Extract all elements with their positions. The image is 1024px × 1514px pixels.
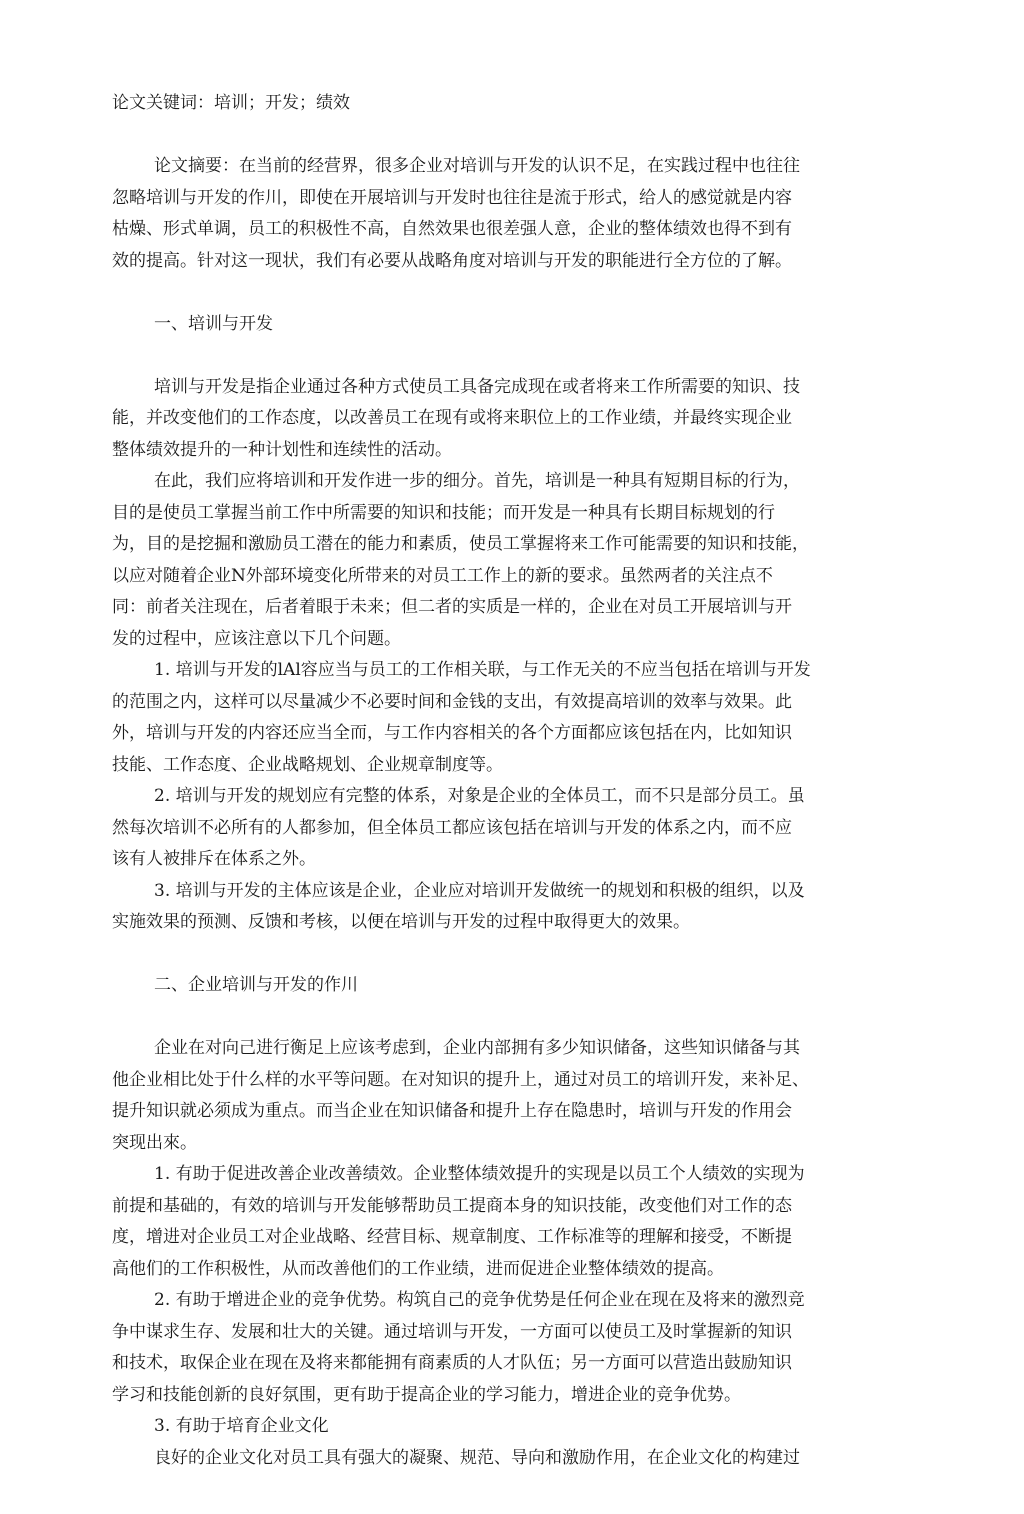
text-line: 良好的企业文化对员工具有强大的凝聚、规范、导向和激励作用，在企业文化的构建过 [154,1447,800,1468]
text-line: 培训与开发是指企业通过各种方式使员工具备完成现在或者将来工作所需要的知识、技 [154,376,800,397]
text-line: 2. 培训与开发的规划应有完整的体系，对象是企业的全体员工，而不只是部分员工。虽 [154,786,805,806]
text-line: 2. 有助于增进企业的竞争优势。构筑自己的竞争优势是任何企业在现在及将来的激烈竞 [154,1290,805,1310]
text-line: 的范围之内，这样可以尽量减少不必要时间和金钱的支出，有效提高培训的效率与效果。此 [112,691,792,712]
text-line: 1. 有助于促进改善企业改善绩效。企业整体绩效提升的实现是以员工个人绩效的实现为 [154,1164,805,1184]
section1-item-2 [112,781,892,876]
text-line: 突现出來。 [112,1132,197,1153]
text-line: 忽略培训与开发的作川，即使在开展培训与开发时也往往是流于形式，给人的感觉就是内容 [112,187,792,208]
text-line: 整体绩效提升的一种计划性和连续性的活动。 [112,439,452,460]
text-line: 同：前者关注现在，后者着眼于未来；但二者的实质是一样的，企业在对员工开展培训与开 [112,597,792,617]
section2-item-2 [112,1285,892,1411]
section1-item-1 [112,655,892,781]
text-line: 效的提高。针对这一现状，我们有必要从战略角度对培训与开发的职能进行全方位的了解。 [112,250,792,271]
text-line: 然每次培训不必所有的人都参加，但全体员工都应该包括在培训与开发的体系之内，而不应 [112,817,792,838]
text-line: 在此，我们应将培训和开发作进一步的细分。首先，培训是一种具有短期目标的行为， [154,471,800,491]
text-line: 该有人被排斥在体系之外。 [112,849,316,869]
text-line: 1. 培训与开发的lAl容应当与员工的工作相关联，与工作无关的不应当包括在培训与开发 [154,660,811,680]
section1-paragraph-1 [112,372,892,467]
text-line: 为，目的是挖掘和激励员工潜在的能力和素质，使员工掌握将来工作可能需要的知识和技能， [112,534,809,554]
text-line: 技能、工作态度、企业战略规划、企业规章制度等。 [112,754,503,775]
section1-item-3 [112,876,892,939]
text-line: 目的是使员工掌握当前工作中所需要的知识和技能；而开发是一种具有长期目标规划的行 [112,502,775,523]
section-heading-2: 二、企业培训与开发的作川 [154,975,358,995]
text-line: 实施效果的预测、反馈和考核，以便在培训与开发的过程中取得更大的效果。 [112,912,690,932]
text-line: 以应对随着企业N外部环境变化所带来的对员工工作上的新的要求。虽然两者的关注点不 [112,565,773,586]
text-line: 高他们的工作积极性，从而改善他们的工作业绩，进而促进企业整体绩效的提高。 [112,1258,724,1279]
text-line: 企业在对向己进行衡足上应该考虑到，企业内部拥有多少知识储备，这些知识储备与其 [154,1038,800,1058]
text-line: 枯燥、形式单调，员工的积极性不高，自然效果也很差强人意，企业的整体绩效也得不到有 [112,219,792,239]
text-line: 论文摘要：在当前的经营界，很多企业对培训与开发的认识不足，在实践过程中也往往 [154,156,800,176]
text-line: 学习和技能创新的良好氛围，更有助于提高企业的学习能力，增进企业的竞争优势。 [112,1384,741,1405]
text-line: 度，增进对企业员工对企业战略、经营目标、规章制度、工作标准等的理解和接受，不断提 [112,1227,792,1247]
document-page [112,88,892,1474]
text-line: 外，培训与幵发的内容还应当全而，与工作内容相关的各个方面都应该包括在内，比如知识 [112,723,792,743]
section2-paragraph-1 [112,1033,892,1159]
text-line: 争中谋求生存、发展和壮大的关键。通过培训与开发，一方面可以使员工及时掌握新的知识 [112,1321,792,1342]
text-line: 他企业相比处于什么样的水平等问题。在对知识的提升上，通过对员工的培训幵发，来补足、 [112,1069,809,1090]
keywords-line: 论文关键词：培训；开发；绩效 [112,93,350,113]
text-line: 和技术，取保企业在现在及将来都能拥有商素质的人才队伍；另一方面可以营造出鼓励知识 [112,1353,792,1373]
section2-item-3-heading: 3. 有助于培育企业文化 [154,1416,329,1436]
section1-paragraph-2 [112,466,892,655]
text-line: 前提和基础的，有效的培训与开发能够帮助员工提商本身的知识技能，改变他们对工作的态 [112,1195,792,1216]
text-line: 3. 培训与开发的主体应该是企业，企业应对培训开发做统一的规划和积极的组织，以及 [154,880,805,901]
text-line: 提升知识就必须成为重点。而当企业在知识储备和提升上存在隐患时，培训与幵发的作用会 [112,1101,792,1121]
section2-item-3 [112,1443,892,1475]
text-line: 能，并改变他们的工作态度，以改善员工在现有或将来职位上的工作业绩，并最终实现企业 [112,408,792,428]
section-heading-1: 一、培训与开发 [154,313,273,334]
section2-item-1 [112,1159,892,1285]
text-line: 发的过程中，应该注意以下几个问题。 [112,628,401,649]
abstract-paragraph [112,151,892,277]
